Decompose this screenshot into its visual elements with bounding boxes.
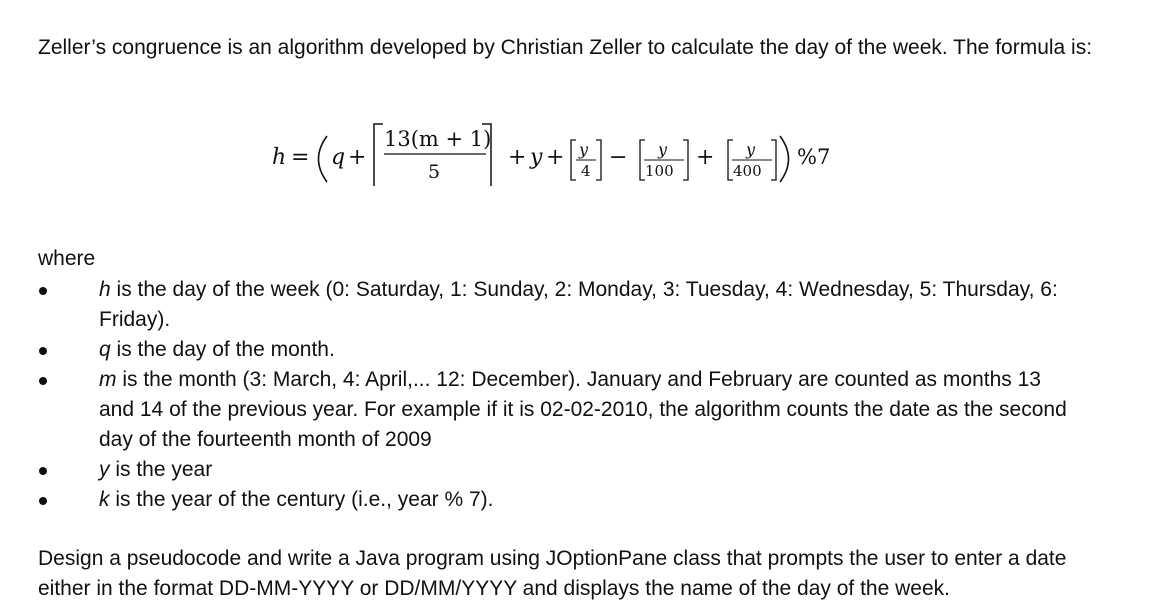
where-label: where bbox=[38, 247, 96, 270]
frac1-denominator: 5 bbox=[428, 161, 441, 183]
ceil-left bbox=[374, 124, 383, 186]
formula-mod: %7 bbox=[797, 145, 831, 169]
formula-q: q bbox=[331, 145, 346, 170]
frac2-denominator: 4 bbox=[581, 162, 591, 180]
variable-description: is the day of the month. bbox=[110, 338, 335, 361]
variable-description: is the day of the week (0: Saturday, 1: Sunday, 2: Monday, 3: Tuesday, 4: Wednesday, 5: Thursday, 6: Friday). bbox=[99, 278, 1058, 331]
frac1-numerator: 13(m + 1) bbox=[384, 127, 492, 151]
list-item bbox=[0, 455, 1069, 485]
frac2-numerator: y bbox=[579, 140, 589, 159]
variable-name: q bbox=[99, 338, 111, 361]
frac3-numerator: y bbox=[658, 140, 668, 159]
list-item bbox=[0, 275, 1069, 335]
right-paren bbox=[780, 136, 789, 182]
formula-minus: − bbox=[609, 145, 628, 170]
formula-plus-3: + bbox=[546, 145, 565, 170]
variable-description: is the year bbox=[109, 458, 213, 481]
variable-list bbox=[0, 275, 1160, 515]
bullet-icon bbox=[39, 377, 47, 385]
list-item bbox=[0, 365, 1069, 455]
frac4-numerator: y bbox=[746, 140, 756, 159]
list-item bbox=[0, 335, 1069, 365]
formula-plus-1: + bbox=[348, 145, 367, 170]
formula-y: y bbox=[530, 145, 543, 170]
variable-description: is the month (3: March, 4: April,... 12: December). January and February are counted as months 13 and 14 of the previous year. For example if it is 02-02-2010, the algorithm counts the date as the second day of the fourteenth month of 2009 bbox=[99, 368, 1067, 451]
left-paren bbox=[319, 136, 328, 182]
intro-paragraph: Zeller’s congruence is an algorithm developed by Christian Zeller to calculate the day of the week. The formula is: bbox=[38, 36, 1093, 59]
frac4-denominator: 400 bbox=[733, 162, 762, 180]
list-item bbox=[0, 485, 1069, 515]
variable-name: k bbox=[99, 488, 110, 511]
variable-name: y bbox=[99, 458, 110, 481]
variable-name: h bbox=[99, 278, 111, 301]
frac3-denominator: 100 bbox=[645, 162, 674, 180]
formula-equals: = bbox=[291, 145, 310, 170]
bullet-icon bbox=[39, 287, 47, 295]
bullet-icon bbox=[39, 347, 47, 355]
formula-h: h bbox=[272, 145, 287, 170]
variable-description: is the year of the century (i.e., year % 7). bbox=[109, 488, 494, 511]
bullet-icon bbox=[39, 467, 47, 475]
formula-plus-2: + bbox=[508, 145, 527, 170]
bullet-icon bbox=[39, 497, 47, 505]
zeller-formula bbox=[0, 108, 1160, 208]
formula-plus-4: + bbox=[696, 145, 715, 170]
design-paragraph: Design a pseudocode and write a Java program using JOptionPane class that prompts the user to enter a date either in the format DD-MM-YYYY or DD/MM/YYYY and displays the name of the day of the week. bbox=[38, 547, 1067, 600]
variable-name: m bbox=[99, 368, 117, 391]
